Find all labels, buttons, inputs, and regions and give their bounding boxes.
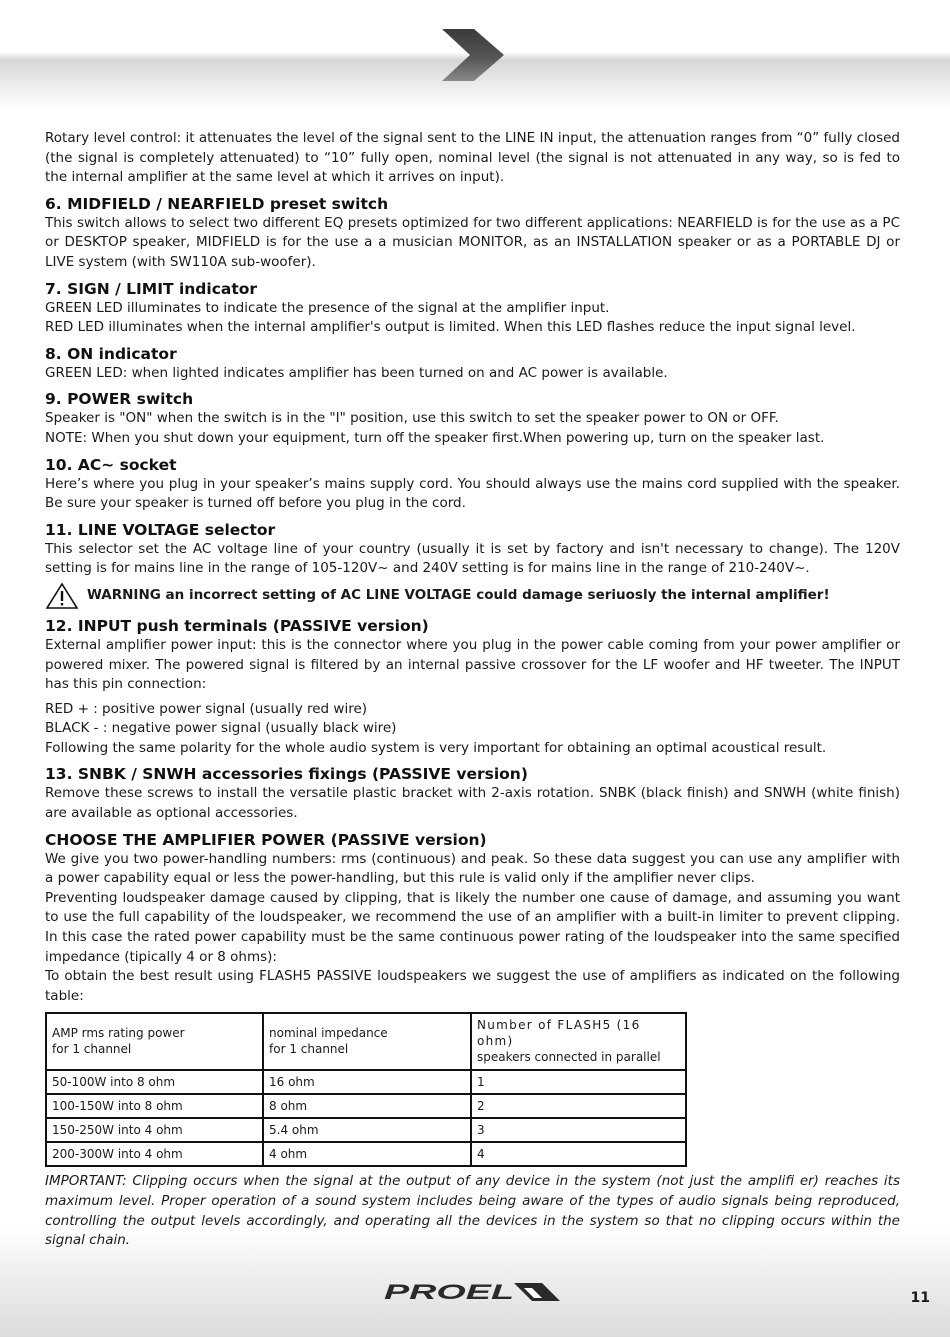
table-row [46, 1070, 686, 1094]
table-cell: 2 [471, 1094, 686, 1118]
page-number: 11 [910, 1290, 930, 1306]
table-cell: 3 [471, 1118, 686, 1142]
warning-text: WARNING an incorrect setting of AC LINE VOLTAGE could damage seriuosly the internal amplifier! [87, 587, 830, 604]
section-6-title: 6. MIDFIELD / NEARFIELD preset switch [45, 194, 389, 213]
section-9-text-2: NOTE: When you shut down your equipment, turn off the speaker first.When powering up, turn on the speaker last. [45, 429, 825, 446]
table-row [46, 1118, 686, 1142]
chevron-arrow-icon [440, 27, 506, 83]
section-9-text-1: Speaker is "ON" when the switch is in the "I" position, use this switch to set the speaker power to ON or OFF. [45, 410, 779, 427]
proel-logo [382, 1281, 562, 1303]
voltage-warning [45, 582, 900, 610]
table-row [46, 1142, 686, 1166]
section-7-title: 7. SIGN / LIMIT indicator [45, 279, 258, 298]
section-11-text: This selector set the AC voltage line of your country (usually it is set by factory and isn't necessary to change). The 120V setting is for mains line in the range of 105-120V~ and 240V setting is for mains line in the range of 210-240V~. [45, 540, 900, 577]
table-header-cell: nominal impedance for 1 channel [263, 1013, 471, 1070]
table-row [46, 1094, 686, 1118]
intro-paragraph: Rotary level control: it attenuates the level of the signal sent to the LINE IN input, the attenuation ranges from “0” fully closed (the signal is completely attenuated) to “10” fully open, nominal level (the signal is not attenuated in any way, so is fed to the internal amplifier at the same level at which it arrives on input). [45, 130, 900, 186]
section-9-title: 9. POWER switch [45, 390, 194, 409]
section-7-text-1: GREEN LED illuminates to indicate the presence of the signal at the amplifier input. [45, 299, 610, 316]
section-12-title: 12. INPUT push terminals (PASSIVE version) [45, 616, 429, 635]
page-body [45, 129, 900, 1251]
amplifier-text-2: Preventing loudspeaker damage caused by clipping, that is likely the number one cause of damage, and assuming you want to use the full capability of the loudspeaker, we recommend the use of an amplifier with a built-in limiter to prevent clipping. In this case the rated power capability must be the same continuous power rating of the loudspeaker into the same specified impedance (tipically 4 or 8 ohms): [45, 889, 900, 965]
table-header-cell: AMP rms rating power for 1 channel [46, 1013, 263, 1070]
table-cell: 16 ohm [263, 1070, 471, 1094]
table-cell: 100-150W into 8 ohm [46, 1094, 263, 1118]
section-13-title: 13. SNBK / SNWH accessories fixings (PASSIVE version) [45, 765, 528, 784]
section-8-title: 8. ON indicator [45, 344, 177, 363]
section-12-text-1: External amplifier power input: this is the connector where you plug in the power cable coming from your power amplifier or powered mixer. The powered signal is filtered by an internal passive crossover for the LF woofer and HF tweeter. The INPUT has this pin connection: [45, 636, 900, 693]
section-8-text: GREEN LED: when lighted indicates amplifier has been turned on and AC power is available. [45, 364, 668, 381]
table-cell: 8 ohm [263, 1094, 471, 1118]
section-10-title: 10. AC~ socket [45, 455, 177, 474]
warning-triangle-icon [45, 582, 79, 610]
amplifier-text-1: We give you two power-handling numbers: rms (continuous) and peak. So these data suggest you can use any amplifier with a power capability equal or less the power-handling, but this rule is valid only if the amplifier never clips. [45, 850, 900, 887]
amplifier-table [45, 1012, 687, 1167]
section-7-text-2: RED LED illuminates when the internal amplifier's output is limited. When this LED flashes reduce the input signal level. [45, 319, 856, 336]
section-12-text-2: RED + : positive power signal (usually red wire) [45, 700, 368, 717]
section-13-text: Remove these screws to install the versatile plastic bracket with 2-axis rotation. SNBK (black finish) and SNWH (white finish) are available as optional accessories. [45, 785, 900, 822]
section-6-text: This switch allows to select two different EQ presets optimized for two different applications: NEARFIELD is for the use as a PC or DESKTOP speaker, MIDFIELD is for the use a a musician MONITOR, as an INSTALLATION speaker or as a PORTABLE DJ or LIVE system (with SW110A sub-woofer). [45, 214, 900, 270]
table-cell: 200-300W into 4 ohm [46, 1142, 263, 1166]
table-cell: 5.4 ohm [263, 1118, 471, 1142]
table-cell: 1 [471, 1070, 686, 1094]
table-header-cell: Number of FLASH5 (16 ohm) speakers connected in parallel [471, 1013, 686, 1070]
amplifier-section-title: CHOOSE THE AMPLIFIER POWER (PASSIVE version) [45, 830, 487, 849]
table-cell: 4 ohm [263, 1142, 471, 1166]
table-cell: 150-250W into 4 ohm [46, 1118, 263, 1142]
logo-text: PROEL [384, 1281, 514, 1303]
section-12-text-4: Following the same polarity for the whole audio system is very important for obtaining an optimal acoustical result. [45, 739, 827, 756]
table-cell: 50-100W into 8 ohm [46, 1070, 263, 1094]
table-header-row [46, 1013, 686, 1070]
section-10-text: Here’s where you plug in your speaker’s mains supply cord. You should always use the mains cord supplied with the speaker. Be sure your speaker is turned off before you plug in the cord. [45, 475, 900, 512]
amplifier-text-3: To obtain the best result using FLASH5 PASSIVE loudspeakers we suggest the use of amplifiers as indicated on the following table: [45, 968, 900, 1004]
table-cell: 4 [471, 1142, 686, 1166]
section-12-text-3: BLACK - : negative power signal (usually black wire) [45, 720, 397, 737]
section-11-title: 11. LINE VOLTAGE selector [45, 520, 276, 539]
important-note: IMPORTANT: Clipping occurs when the signal at the output of any device in the system (not just the amplifi er) reaches its maximum level. Proper operation of a sound system includes being aware of the types of audio signals being reproduced, controlling the output levels accordingly, and operating all the devices in the system so that no clipping occurs within the signal chain. [45, 1173, 900, 1249]
